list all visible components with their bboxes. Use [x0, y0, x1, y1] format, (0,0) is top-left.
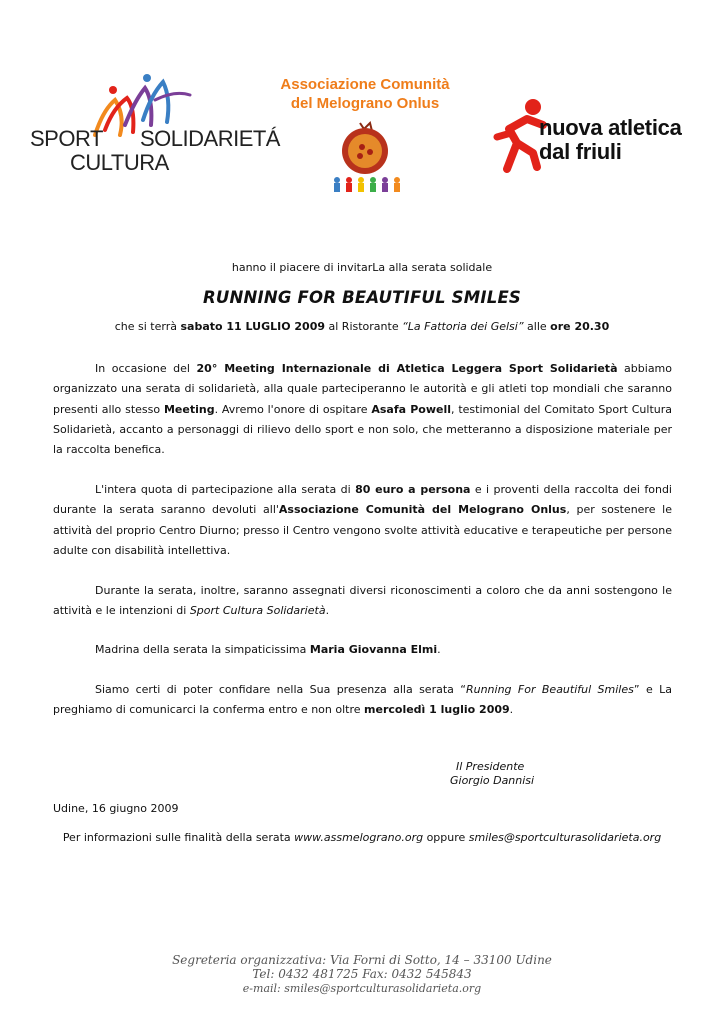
email-link[interactable]: smiles@sportculturasolidarieta.org: [468, 831, 662, 844]
signature-name: Giorgio Dannisi: [450, 774, 535, 787]
logo-word-solidarieta: SOLIDARIETÁ: [140, 126, 280, 151]
paragraph-conferma: Siamo certi di poter confidare nella Sua presenza alla serata “Running For Beautiful Smiles” e La preghiamo di comunicarci la conferma entro e non oltre mercoledì 1 luglio 2009.: [53, 683, 672, 717]
footer-phone: Tel: 0432 481725 Fax: 0432 545843: [252, 967, 472, 981]
melograno-logo: [265, 75, 465, 200]
paragraph-quota: L'intera quota di partecipazione alla serata di 80 euro a persona e i proventi della raccolta dei fondi durante la serata saranno devoluti all'Associazione Comunità del Melograno Onlus, per sostenere le attività del proprio Centro Diurno; presso il Centro vengono svolte attività educative e terapeutiche per persone adulte con disabilità intellettiva.: [53, 483, 672, 557]
website-link[interactable]: www.assmelograno.org: [294, 831, 424, 844]
logo-word-sport: SPORT: [30, 126, 103, 151]
pomegranate-children-icon: [320, 119, 410, 199]
event-when: che si terrà sabato 11 LUGLIO 2009 al Ristorante “La Fattoria dei Gelsi” alle ore 20.30: [114, 320, 610, 333]
event-title: RUNNING FOR BEAUTIFUL SMILES: [202, 288, 521, 307]
paragraph-madrina: Madrina della serata la simpaticissima Maria Giovanna Elmi.: [95, 643, 441, 656]
info-line: Per informazioni sulle finalità della serata www.assmelograno.org oppure smiles@sportculturasolidarieta.org: [62, 831, 662, 844]
logo-word-cultura: CULTURA: [70, 150, 169, 175]
place-date: Udine, 16 giugno 2009: [53, 802, 179, 815]
atletica-logo-line1: nuova atletica: [539, 115, 682, 140]
paragraph-riconoscimenti: Durante la serata, inoltre, saranno assegnati diversi riconoscimenti a coloro che da anni sostengono le attività e le intenzioni di Sport Cultura Solidarietà.: [53, 584, 672, 618]
melograno-logo-line2: del Melograno Onlus: [290, 95, 440, 112]
atletica-logo-line2: dal friuli: [539, 139, 622, 164]
nuova-atletica-logo: [493, 95, 703, 175]
sport-cultura-solidarieta-logo: [30, 70, 280, 185]
paragraph-meeting: In occasione del 20° Meeting Internazionale di Atletica Leggera Sport Solidarietà abbiamo organizzato una serata di solidarietà, alla quale parteciperanno le autorità e gli atleti top mondiali che saranno presenti allo stesso Meeting. Avremo l'onore di ospitare Asafa Powell, testimonial del Comitato Sport Cultura Solidarietà, accanto a personaggi di rilievo dello sport e non solo, che metteranno a disposizione materiale per la raccolta benefica.: [53, 362, 672, 457]
invite-line: hanno il piacere di invitarLa alla serata solidale: [231, 261, 493, 274]
melograno-logo-line1: Associazione Comunità: [280, 76, 450, 93]
footer-address: Segreteria organizzativa: Via Forni di Sotto, 14 – 33100 Udine: [172, 953, 552, 967]
signature-role: Il Presidente: [456, 760, 525, 773]
footer-email: e-mail: smiles@sportculturasolidarieta.org: [242, 982, 482, 995]
